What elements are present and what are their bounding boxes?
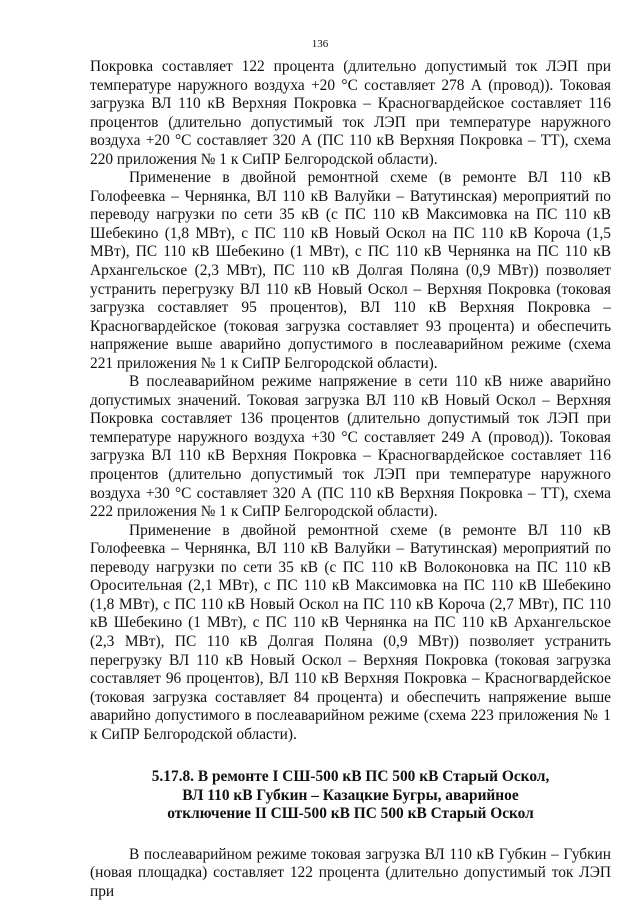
paragraph: В послеаварийном режиме токовая загрузка ВЛ 110 кВ Губкин – Губкин (новая площадка) составляет 122 процента (длительно допустимый ток ЛЭП при [90, 845, 611, 900]
paragraph: В послеаварийном режиме напряжение в сети 110 кВ ниже аварийно допустимых значений. Токовая загрузка ВЛ 110 кВ Новый Оскол – Верхняя Покровка составляет 136 процентов (длительно допустимый ток ЛЭП при температуре наружного воздуха +30 °С составляет 249 А (провод)). Токовая загрузка ВЛ 110 кВ Верхняя Покровка – Красногвардейское составляет 116 процентов (длительно допустимый ток ЛЭП при температуре наружного воздуха +30 °С составляет 320 А (ПС 110 кВ Верхняя Покровка – ТТ), схема 222 приложения № 1 к СиПР Белгородской области). [90, 373, 611, 521]
paragraph: Применение в двойной ремонтной схеме (в ремонте ВЛ 110 кВ Голофеевка – Чернянка, ВЛ 110 кВ Валуйки – Ватутинская) мероприятий по переводу нагрузки по сети 35 кВ (с ПС 110 кВ Волоконовка на ПС 110 кВ Оросительная (2,1 МВт), с ПС 110 кВ Максимовка на ПС 110 кВ Шебекино (1,8 МВт), с ПС 110 кВ Новый Оскол на ПС 110 кВ Короча (2,7 МВт), ПС 110 кВ Шебекино (1 МВт), с ПС 110 кВ Чернянка на ПС 110 кВ Архангельское (2,3 МВт), ПС 110 кВ Долгая Поляна (0,9 МВт)) позволяет устранить перегрузку ВЛ 110 кВ Новый Оскол – Верхняя Покровка (токовая загрузка составляет 96 процентов), ВЛ 110 кВ Верхняя Покровка – Красногвардейское (токовая загрузка составляет 84 процента) и обеспечить напряжение выше аварийно допустимого в послеаварийном режиме (схема 223 приложения № 1 к СиПР Белгородской области). [90, 521, 611, 743]
page-number: 136 [311, 38, 329, 50]
section-heading-line: ВЛ 110 кВ Губкин – Казацкие Бугры, аварийное [182, 786, 519, 804]
section-heading-line: 5.17.8. В ремонте I СШ-500 кВ ПС 500 кВ Старый Оскол, [151, 768, 550, 786]
section-heading-line: отключение II СШ-500 кВ ПС 500 кВ Старый Оскол [167, 805, 534, 823]
section-heading [90, 768, 611, 824]
paragraph: Применение в двойной ремонтной схеме (в ремонте ВЛ 110 кВ Голофеевка – Чернянка, ВЛ 110 кВ Валуйки – Ватутинская) мероприятий по переводу нагрузки по сети 35 кВ (с ПС 110 кВ Максимовка на ПС 110 кВ Шебекино (1,8 МВт), с ПС 110 кВ Новый Оскол на ПС 110 кВ Короча (1,5 МВт), ПС 110 кВ Шебекино (1 МВт), с ПС 110 кВ Чернянка на ПС 110 кВ Архангельское (2,3 МВт), ПС 110 кВ Долгая Поляна (0,9 МВт)) позволяет устранить перегрузку ВЛ 110 кВ Новый Оскол – Верхняя Покровка (токовая загрузка составляет 95 процентов), ВЛ 110 кВ Верхняя Покровка – Красногвардейское (токовая загрузка составляет 93 процента) и обеспечить напряжение выше аварийно допустимого в послеаварийном режиме (схема 221 приложения № 1 к СиПР Белгородской области). [90, 169, 611, 372]
document-body [90, 58, 611, 902]
paragraph-continuation: Покровка составляет 122 процента (длительно допустимый ток ЛЭП при температуре наружного воздуха +20 °С составляет 278 А (провод)). Токовая загрузка ВЛ 110 кВ Верхняя Покровка – Красногвардейское составляет 116 процентов (длительно допустимый ток ЛЭП при температуре наружного воздуха +20 °С составляет 320 А (ПС 110 кВ Верхняя Покровка – ТТ), схема 220 приложения № 1 к СиПР Белгородской области). [90, 58, 611, 168]
